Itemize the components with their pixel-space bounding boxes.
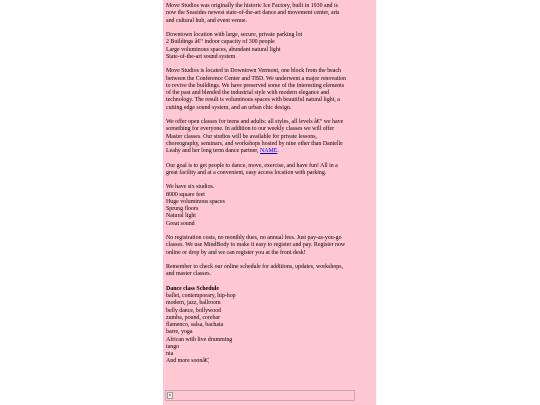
text-line — [166, 148, 374, 155]
feature-item: State-of-the-art sound system — [166, 53, 236, 60]
text-line: classes. We use MindBody to make it easy to register and pay. Register now — [166, 242, 346, 249]
content-panel — [163, 0, 376, 405]
text-line: something for everyone. In addition to our weekly classes we will offer — [166, 126, 335, 133]
text-line: technology. The result is voluminous spaces with beautiful natural light, a — [166, 97, 340, 104]
schedule-item: zumba, pound, corebar — [166, 314, 220, 321]
schedule-item: And more soonâ€¦ — [166, 358, 210, 365]
schedule-item: belly dance, bollywood — [166, 307, 222, 314]
broken-image — [165, 390, 355, 401]
studio-item: 8000 square feet — [166, 191, 205, 198]
feature-item: Downtown location with large, secure, private parking lot — [166, 32, 303, 38]
studio-item: Huge voluminous spaces — [166, 198, 225, 205]
schedule-item: barre, yoga — [166, 329, 193, 336]
text-line: to revive the buildings. We have preserved some of the interesting elements — [166, 82, 345, 89]
text-line: Our goal is to get people to dance, move, exercise, and have fun! All in a — [166, 162, 338, 169]
text-line: Master classes. Our studios will be available for private lessons, — [166, 133, 317, 140]
text-fragment: Leahy and her long term dance partner, — [166, 148, 260, 154]
classes-paragraph — [166, 119, 374, 155]
text-line: between the Conference Center and TBD. We underwent a major renovation — [166, 75, 347, 82]
text-line: Remember to check our online schedule for additions, updates, workshops, — [166, 264, 344, 270]
studio-item: Great sound — [166, 220, 195, 227]
text-line: online or drop by and we can register you at the front desk! — [166, 249, 306, 256]
text-line: great facility and at a convenient, easy access location with parking. — [166, 169, 327, 176]
text-line: We offer open classes for teens and adults: all styles, all levels â€“ we have — [166, 119, 344, 125]
text-line: choreography, seminars, and workshops hosted by nine other than Danielle — [166, 140, 343, 147]
intro-paragraph — [166, 3, 374, 25]
text-line: and master classes. — [166, 271, 211, 278]
schedule-item: ballet, contemporary, hip-hop — [166, 293, 236, 299]
features-list — [166, 32, 374, 61]
text-line: and cultural hub, and event venue. — [166, 17, 247, 24]
broken-image-icon — [167, 392, 173, 399]
feature-item: Large voluminous spaces, abundant natural light — [166, 46, 281, 53]
schedule-item: modern, jazz, ballroom — [166, 300, 221, 307]
schedule-heading: Dance class Schedule — [166, 285, 220, 292]
text-line: cutting edge sound system, and an urban chic design. — [166, 104, 292, 111]
location-paragraph — [166, 68, 374, 112]
studio-item: Sprung floors — [166, 206, 199, 212]
schedule-note-paragraph — [166, 264, 374, 279]
text-line: of the past and blended the industrial style with modern elegance and — [166, 90, 330, 96]
schedule-section — [166, 286, 374, 366]
schedule-item: flamenco, salsa, bachata — [166, 322, 224, 328]
schedule-item: tango — [166, 343, 180, 350]
studio-item: Natural light — [166, 213, 196, 220]
text-line: No registration costs, no monthly dues, no annual fees. Just pay-as-you-go — [166, 235, 342, 241]
schedule-item: nia — [166, 351, 174, 357]
text-line: now the Seasides newest state-of-the-art dance and movement center, arts — [166, 10, 340, 17]
text-line: Move Studios is located in Downtown Vermont, one block from the beach — [166, 68, 341, 75]
text-line: Move Studios was originally the historic Ice Factory, built in 1930 and is — [166, 3, 338, 9]
schedule-item: African with live drumming — [166, 336, 233, 343]
registration-paragraph — [166, 235, 374, 257]
text-fragment: . — [277, 148, 279, 154]
goal-paragraph — [166, 163, 374, 178]
studio-item: We have six studios. — [166, 184, 215, 191]
feature-item: 2 Buildings â€“ indoor capacity of 300 people — [166, 39, 275, 46]
studios-list — [166, 184, 374, 228]
partner-name-link[interactable]: NAME — [259, 148, 278, 154]
